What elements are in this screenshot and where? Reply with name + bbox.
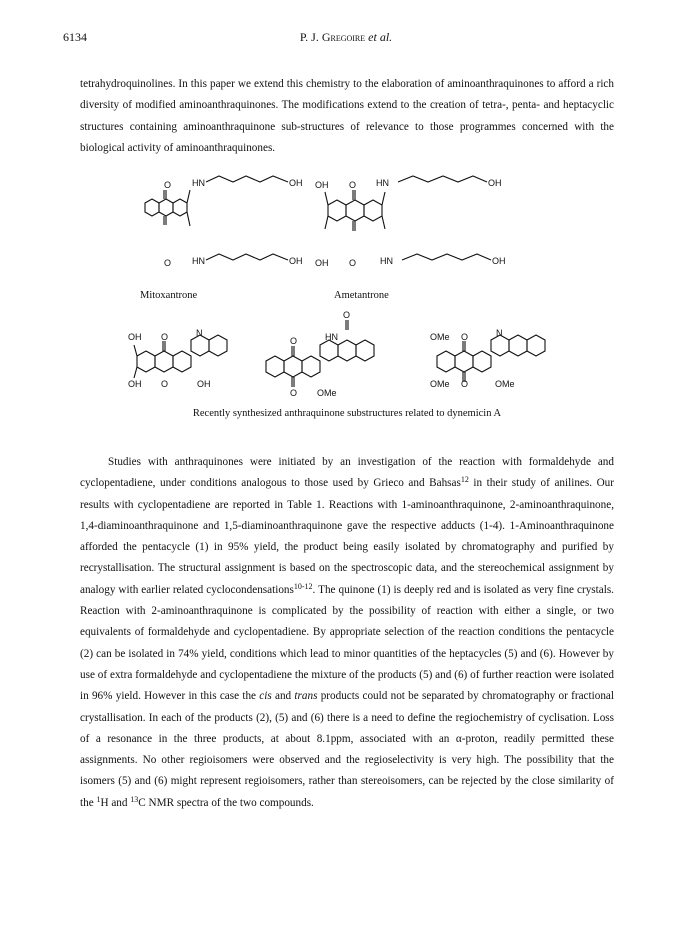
atom-label: HN — [192, 256, 205, 266]
atom-label: O — [164, 258, 172, 268]
atom-label: O — [161, 332, 169, 342]
label-ametantrone: Ametantrone — [334, 290, 389, 301]
atom-label: OH — [488, 178, 502, 188]
structure-center-tetrahydro-acridine — [266, 310, 374, 398]
authors-suffix: et al. — [365, 30, 393, 44]
reference-superscript: 12 — [460, 475, 469, 485]
isotope-superscript: 13 — [130, 794, 139, 804]
atom-label: OH — [128, 332, 142, 342]
ametantrone-structure — [315, 176, 506, 268]
atom-label: O — [164, 180, 172, 190]
reference-superscript: 10-12 — [293, 581, 313, 591]
atom-label: HN — [380, 256, 393, 266]
isotope-superscript: 1 — [96, 794, 101, 804]
atom-label: OMe — [430, 332, 450, 342]
atom-label: O — [161, 379, 169, 389]
atom-label: OMe — [317, 388, 337, 398]
structure-right-dimethoxy-azaanthraquinone — [430, 328, 545, 389]
atom-label: O — [343, 310, 351, 320]
page-number: 6134 — [63, 30, 87, 44]
atom-label: HN — [192, 178, 205, 188]
atom-label: OH — [315, 180, 329, 190]
atom-label: OH — [197, 379, 211, 389]
atom-label: O — [461, 332, 469, 342]
atom-label: O — [290, 336, 298, 346]
atom-label: O — [349, 258, 357, 268]
atom-label: OH — [492, 256, 506, 266]
atom-label: OMe — [430, 379, 450, 389]
atom-label: N — [196, 328, 203, 338]
atom-label: OH — [315, 258, 329, 268]
authors-surname: Gregoire — [321, 30, 366, 44]
atom-label: OH — [289, 178, 303, 188]
body-paragraph: Studies with anthraquinones were initiated by an investigation of the reaction with formaldehyde and cyclopentadiene, under conditions analogous to those used by Grieco and Bahsas$^{12}$ in their study of anilines. Our results with cyclopentadiene are reported in Table 1. Reactions with 1-aminoanthraquinone, 2-aminoanthraquinone, 1,4-diaminoanthraquinone and 1,5-diaminoanthraquinone gave the respective adducts (1-4). 1-Aminoanthraquinone afforded the pentacycle (1) in 95% yield, the product being easily isolated by chromatography and purified by recrystallisation. The structural assignment is based on the spectroscopic data, and the stereochemical assignment by analogy with earlier related cyclocondensations$^{10-12}$. The quinone (1) is deeply red and is isolated as very fine crystals. Reaction with 2-aminoanthraquinone is complicated by the possibility of reaction with either a single, or two equivalents of formaldehyde and cyclopentadiene. By appropriate selection of the reaction conditions the pentacycle (2) can be isolated in 74% yield, conditions which lead to minor quantities of the heptacycles (5) and (6). However by use of extra formaldehyde and cyclopentadiene the mixture of the products (5) and (6) of further reaction were isolated in 96% yield. However in this case the cis and trans products could not be separated by chromatography or fractional crystallisation. In each of the products (2), (5) and (6) there is a need to define the regiochemistry of cyclisation. Loss of a resonance in the three products, at about 8.1ppm, associated with an α-proton, readily permitted these assignments. No other regioisomers were observed and the regioselectivity is very high. The possibility that the isomers (5) and (6) might represent regioisomers, rather than stereoisomers, can be rejected by the close similarity of the $^1$H and $^{13}$C NMR spectra of the two compounds. — [80, 456, 614, 809]
mitoxantrone-structure — [145, 176, 303, 268]
atom-label: OH — [128, 379, 142, 389]
atom-label: OH — [289, 256, 303, 266]
atom-label: O — [290, 388, 298, 398]
atom-label: HN — [325, 332, 338, 342]
atom-label: OMe — [495, 379, 515, 389]
atom-label: HN — [376, 178, 389, 188]
chemical-structures — [0, 0, 692, 440]
atom-label: N — [496, 328, 503, 338]
authors-prefix: P. J. — [299, 30, 322, 44]
atom-label: O — [461, 379, 469, 389]
intro-paragraph: tetrahydroquinolines. In this paper we extend this chemistry to the elaboration of aminoanthraquinones to afford a rich diversity of modified aminoanthraquinones. The modifications extend to the creation of tetra-, penta- and heptacyclic structures containing aminoanthraquinone sub-structures of relevance to those programmes concerned with the biological activity of aminoanthraquinones. — [80, 78, 614, 154]
label-mitoxantrone: Mitoxantrone — [140, 290, 198, 301]
atom-label: O — [349, 180, 357, 190]
structure-left-hydroxy-azaanthraquinone — [128, 328, 227, 389]
figure-caption: Recently synthesized anthraquinone substructures related to dynemicin A — [192, 408, 502, 419]
